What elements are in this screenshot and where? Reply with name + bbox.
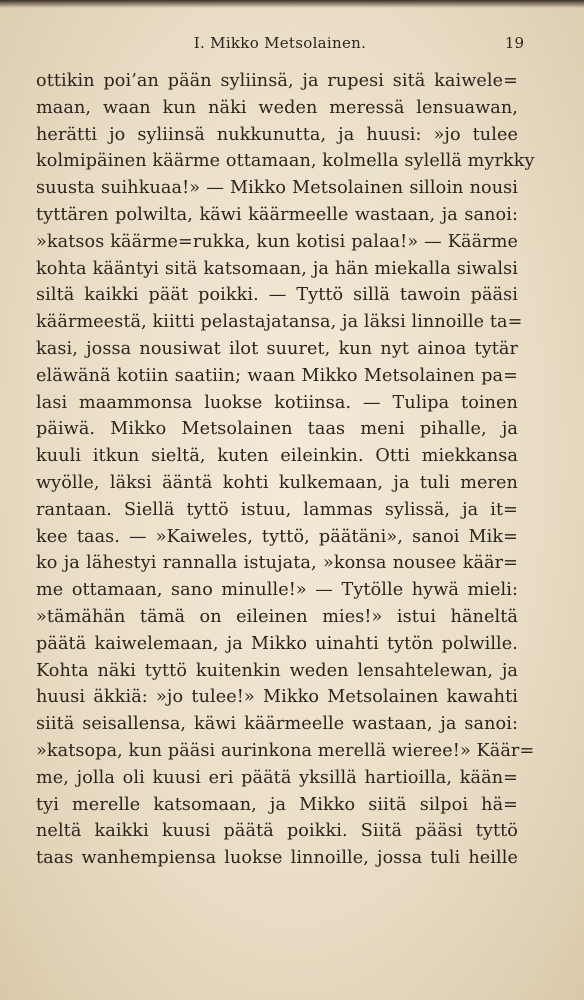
text-line: päätä kaiwelemaan, ja Mikko uinahti tytön polwille. <box>36 633 518 654</box>
text-line: kee taas. — »Kaiweles, tyttö, päätäni», sanoi Mik= <box>36 526 518 547</box>
text-line: kuuli itkun sieltä, kuten eileinkin. Otti miekkansa <box>36 446 518 467</box>
text-line: ottikin poi’an pään syliinsä, ja rupesi sitä kaiwele= <box>36 71 518 91</box>
text-line: kolmipäinen käärme ottamaan, kolmella sylellä myrkky <box>36 151 535 172</box>
text-line: kohta kääntyi sitä katsomaan, ja hän miekalla siwalsi <box>36 258 518 279</box>
text-line: tyttären polwilta, käwi käärmeelle wastaan, ja sanoi: <box>36 204 518 225</box>
text-line: me ottamaan, sano minulle!» — Tytölle hywä mieli: <box>36 580 518 601</box>
text-line: päiwä. Mikko Metsolainen taas meni pihalle, ja <box>36 419 518 440</box>
text-line: Kohta näki tyttö kuitenkin weden lensahtelewan, ja <box>36 660 518 681</box>
text-line: neltä kaikki kuusi päätä poikki. Siitä pääsi tyttö <box>36 821 518 842</box>
text-line: rantaan. Siellä tyttö istuu, lammas sylissä, ja it= <box>36 499 518 520</box>
text-line: herätti jo syliinsä nukkunutta, ja huusi: »jo tulee <box>36 124 518 145</box>
text-line: tyi merelle katsomaan, ja Mikko siitä silpoi hä= <box>36 794 518 815</box>
text-line: käärmeestä, kiitti pelastajatansa, ja läksi linnoille ta= <box>36 312 523 333</box>
page-header <box>36 34 524 58</box>
running-head: I. Mikko Metsolainen. <box>193 34 367 52</box>
text-line: siitä seisallensa, käwi käärmeelle wastaan, ja sanoi: <box>36 714 518 735</box>
text-line: »tämähän tämä on eileinen mies!» istui häneltä <box>36 606 518 627</box>
text-line: siltä kaikki päät poikki. — Tyttö sillä tawoin pääsi <box>36 285 518 306</box>
body-text <box>36 68 535 872</box>
text-line: maan, waan kun näki weden meressä lensuawan, <box>36 97 518 118</box>
text-line: »katsos käärme=rukka, kun kotisi palaa!» — Käärme <box>36 231 518 252</box>
text-line: me, jolla oli kuusi eri päätä yksillä hartioilla, kään= <box>36 767 518 788</box>
text-line: wyölle, läksi ääntä kohti kulkemaan, ja tuli meren <box>36 472 518 493</box>
text-line: ko ja lähestyi rannalla istujata, »konsa nousee käär= <box>36 553 518 574</box>
text-line: suusta suihkuaa!» — Mikko Metsolainen silloin nousi <box>36 178 518 199</box>
text-line: huusi äkkiä: »jo tulee!» Mikko Metsolainen kawahti <box>36 687 518 708</box>
text-line: kasi, jossa nousiwat ilot suuret, kun nyt ainoa tytär <box>36 338 518 359</box>
text-line: lasi maammonsa luokse kotiinsa. — Tulipa toinen <box>36 392 518 413</box>
text-line: taas wanhempiensa luokse linnoille, jossa tuli heille <box>36 848 518 869</box>
page-top-shadow <box>0 0 584 8</box>
page-number: 19 <box>504 34 524 52</box>
text-line: eläwänä kotiin saatiin; waan Mikko Metsolainen pa= <box>36 365 518 386</box>
text-line: »katsopa, kun pääsi aurinkona merellä wieree!» Käär= <box>36 740 535 761</box>
